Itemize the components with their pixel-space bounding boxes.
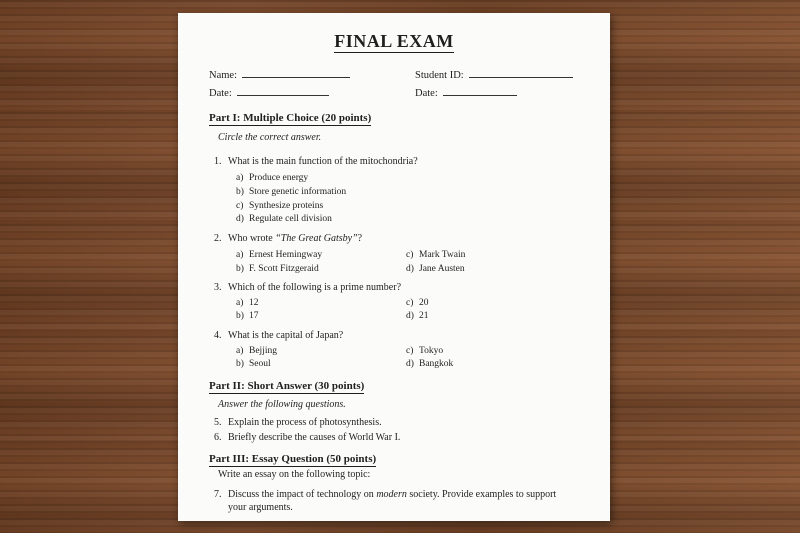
part1-heading: Part I: Multiple Choice (20 points) <box>209 112 372 124</box>
question-4: 4. What is the capital of Japan? <box>214 330 344 341</box>
q3-option-b[interactable]: b) 17 <box>236 311 259 321</box>
part1-instruction: Circle the correct answer. <box>218 132 322 143</box>
q1-option-c[interactable]: c) Synthesize proteins <box>236 201 324 211</box>
exam-title: FINAL EXAM <box>334 31 454 51</box>
question-3: 3. Which of the following is a prime number? <box>214 282 402 293</box>
q2-option-b[interactable]: b) F. Scott Fitzgeraid <box>236 264 319 274</box>
question-1: 1. What is the main function of the mitochondria? <box>214 156 418 167</box>
name-field[interactable]: Name: <box>209 68 350 81</box>
question-7: 7. Discuss the impact of technology on modern society. Provide examples to support <box>214 489 557 500</box>
q4-option-b[interactable]: b) Seoul <box>236 359 271 369</box>
part2-instruction: Answer the following questions. <box>218 399 346 410</box>
part2-heading: Part II: Short Answer (30 points) <box>209 380 365 392</box>
part3-heading: Part III: Essay Question (50 points) <box>209 453 377 465</box>
date-line-left <box>237 86 329 96</box>
name-line <box>242 68 350 78</box>
q2-option-a[interactable]: a) Ernest Hemingway <box>236 250 323 260</box>
q1-option-b[interactable]: b) Store genetic information <box>236 187 347 197</box>
q3-option-a[interactable]: a) 12 <box>236 298 259 308</box>
question-7-line2: your arguments. <box>228 502 293 513</box>
question-5: 5. Explain the process of photosynthesis. <box>214 417 382 428</box>
q1-option-a[interactable]: a) Produce energy <box>236 173 309 183</box>
exam-sheet <box>178 13 610 521</box>
q4-option-d[interactable]: d) Bangkok <box>406 359 454 369</box>
q2-option-c[interactable]: c) Mark Twain <box>406 250 466 260</box>
q2-option-d[interactable]: d) Jane Austen <box>406 264 465 274</box>
date-field-left[interactable]: Date: <box>209 86 329 99</box>
q1-option-d[interactable]: d) Regulate cell division <box>236 214 332 224</box>
date-line-right <box>443 86 517 96</box>
q3-option-c[interactable]: c) 20 <box>406 298 429 308</box>
question-6: 6. Briefly describe the causes of World War I. <box>214 432 401 443</box>
q4-option-a[interactable]: a) Bejjing <box>236 346 277 356</box>
student-id-field[interactable]: Student ID: <box>415 68 573 81</box>
date-field-right[interactable]: Date: <box>415 86 517 99</box>
student-id-line <box>469 68 573 78</box>
part3-instruction: Write an essay on the following topic: <box>218 469 371 480</box>
q4-option-c[interactable]: c) Tokyo <box>406 346 444 356</box>
q3-option-d[interactable]: d) 21 <box>406 311 429 321</box>
question-2: 2. Who wrote “The Great Gatsby”? <box>214 233 363 244</box>
